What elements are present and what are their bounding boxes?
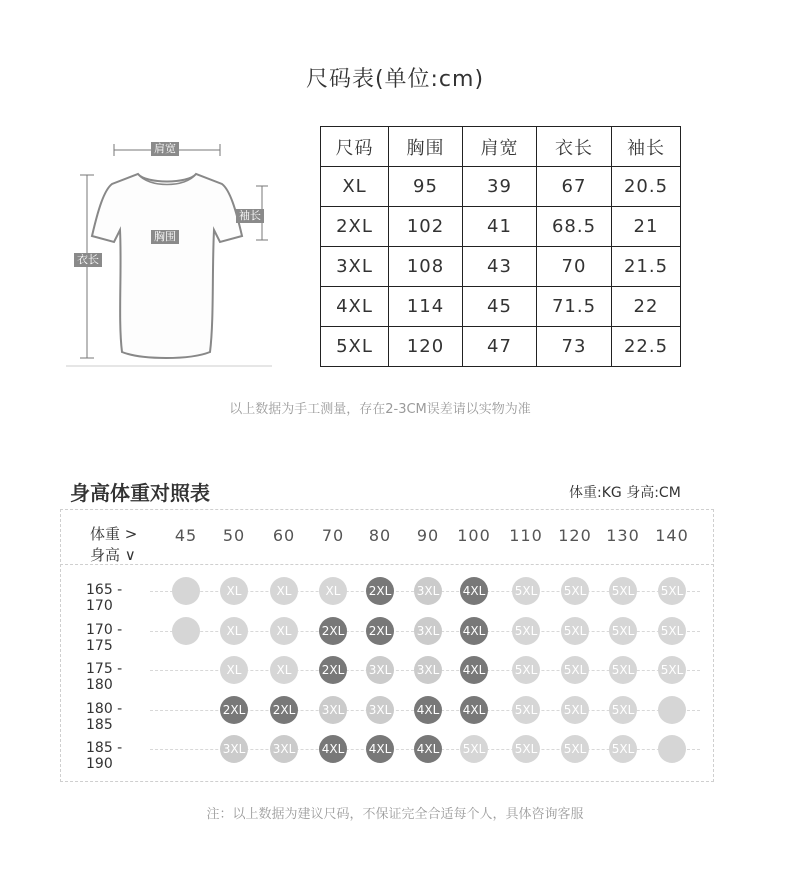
size-badge: 5XL (609, 735, 637, 763)
sleeve-label: 袖长 (236, 209, 264, 223)
size-badge: 2XL (366, 617, 394, 645)
table-cell: 衣长 (537, 127, 612, 167)
weight-column-header: 110 (509, 526, 543, 545)
table-cell: 108 (389, 247, 463, 287)
size-badge: XL (270, 577, 298, 605)
table-cell: 39 (463, 167, 537, 207)
size-badge (172, 617, 200, 645)
table-row (321, 247, 681, 287)
size-badge: 2XL (220, 696, 248, 724)
size-badge (658, 735, 686, 763)
table-cell: 4XL (321, 287, 389, 327)
size-badge: 2XL (319, 656, 347, 684)
table-cell: 21 (612, 207, 681, 247)
weight-column-header: 140 (655, 526, 689, 545)
table-cell: 肩宽 (463, 127, 537, 167)
size-badge: 4XL (460, 577, 488, 605)
size-badge: 4XL (319, 735, 347, 763)
size-badge: 5XL (658, 577, 686, 605)
size-badge: 5XL (561, 577, 589, 605)
page-title: 尺码表(单位:cm) (305, 67, 485, 92)
chest-label: 胸围 (151, 230, 179, 244)
chart-units: 体重:KG 身高:CM (569, 485, 681, 501)
size-badge: 3XL (414, 656, 442, 684)
weight-column-header: 50 (222, 526, 246, 545)
shoulder-label: 肩宽 (151, 142, 179, 156)
weight-column-header: 90 (416, 526, 440, 545)
size-badge: XL (220, 656, 248, 684)
size-badge: XL (270, 656, 298, 684)
size-badge: 3XL (414, 577, 442, 605)
size-badge: 4XL (460, 696, 488, 724)
size-badge: 5XL (561, 735, 589, 763)
size-badge: 5XL (512, 735, 540, 763)
size-badge: 5XL (561, 696, 589, 724)
size-badge: 5XL (609, 577, 637, 605)
table-row (321, 207, 681, 247)
height-row-header: 170 - 175 (86, 622, 123, 654)
table-cell: XL (321, 167, 389, 207)
size-badge: 5XL (561, 617, 589, 645)
table-cell: 70 (537, 247, 612, 287)
weight-column-header: 70 (321, 526, 345, 545)
table-cell: 67 (537, 167, 612, 207)
table-cell: 102 (389, 207, 463, 247)
header-divider (60, 564, 714, 565)
disclaimer-note: 注：以上数据为建议尺码，不保证完全合适每个人，具体咨询客服 (206, 807, 584, 822)
shirt-outline-icon (62, 130, 282, 370)
table-cell: 114 (389, 287, 463, 327)
table-cell: 22.5 (612, 327, 681, 367)
length-label: 衣长 (74, 253, 102, 267)
size-badge: XL (319, 577, 347, 605)
table-cell: 22 (612, 287, 681, 327)
size-table (320, 126, 681, 367)
table-cell: 袖长 (612, 127, 681, 167)
weight-column-header: 60 (272, 526, 296, 545)
weight-column-header: 120 (558, 526, 592, 545)
table-cell: 2XL (321, 207, 389, 247)
table-cell: 胸围 (389, 127, 463, 167)
size-badge: 3XL (319, 696, 347, 724)
chart-title: 身高体重对照表 (70, 481, 210, 505)
size-badge: 4XL (414, 696, 442, 724)
table-cell: 120 (389, 327, 463, 367)
size-badge: 3XL (270, 735, 298, 763)
table-cell: 20.5 (612, 167, 681, 207)
size-badge: 5XL (512, 656, 540, 684)
weight-column-header: 45 (174, 526, 198, 545)
shirt-diagram (62, 130, 282, 370)
size-badge: 2XL (270, 696, 298, 724)
table-cell: 71.5 (537, 287, 612, 327)
size-badge: 5XL (512, 696, 540, 724)
weight-column-header: 130 (606, 526, 640, 545)
size-badge: 4XL (366, 735, 394, 763)
size-badge: 2XL (366, 577, 394, 605)
height-axis-label: 身高 ∨ (90, 546, 136, 564)
height-row-header: 175 - 180 (86, 661, 123, 693)
size-badge: 4XL (460, 617, 488, 645)
height-row-header: 165 - 170 (86, 582, 123, 614)
size-badge: 5XL (609, 656, 637, 684)
size-badge: 5XL (609, 696, 637, 724)
height-row-header: 185 - 190 (86, 740, 123, 772)
size-badge: 5XL (609, 617, 637, 645)
weight-column-header: 100 (457, 526, 491, 545)
table-cell: 21.5 (612, 247, 681, 287)
table-cell: 73 (537, 327, 612, 367)
size-badge: 2XL (319, 617, 347, 645)
size-badge: 5XL (658, 617, 686, 645)
size-badge: 3XL (366, 656, 394, 684)
size-badge: 5XL (512, 617, 540, 645)
size-badge: 4XL (460, 656, 488, 684)
table-cell: 3XL (321, 247, 389, 287)
table-cell: 95 (389, 167, 463, 207)
size-badge: 5XL (658, 656, 686, 684)
size-badge: XL (270, 617, 298, 645)
size-badge (172, 577, 200, 605)
weight-axis-label: 体重 > (90, 525, 138, 543)
table-cell: 43 (463, 247, 537, 287)
table-cell: 68.5 (537, 207, 612, 247)
size-badge: 5XL (460, 735, 488, 763)
table-cell: 45 (463, 287, 537, 327)
size-badge: 4XL (414, 735, 442, 763)
measurement-note: 以上数据为手工测量，存在2-3CM误差请以实物为准 (229, 402, 531, 417)
table-row (321, 287, 681, 327)
size-badge (658, 696, 686, 724)
table-cell: 41 (463, 207, 537, 247)
size-badge: 3XL (220, 735, 248, 763)
table-cell: 47 (463, 327, 537, 367)
weight-column-header: 80 (368, 526, 392, 545)
table-cell: 5XL (321, 327, 389, 367)
size-badge: XL (220, 617, 248, 645)
height-row-header: 180 - 185 (86, 701, 123, 733)
table-row (321, 327, 681, 367)
size-badge: 3XL (414, 617, 442, 645)
size-badge: 5XL (561, 656, 589, 684)
table-header-row (321, 127, 681, 167)
table-cell: 尺码 (321, 127, 389, 167)
size-badge: 3XL (366, 696, 394, 724)
table-row (321, 167, 681, 207)
size-badge: 5XL (512, 577, 540, 605)
size-badge: XL (220, 577, 248, 605)
